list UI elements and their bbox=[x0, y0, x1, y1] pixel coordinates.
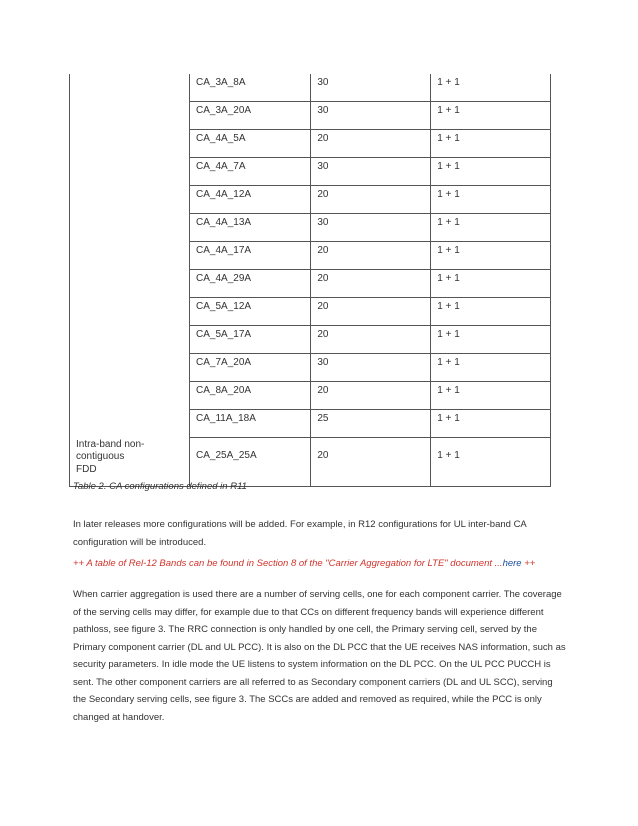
table-cell-group bbox=[70, 270, 190, 298]
table-row bbox=[70, 298, 551, 326]
table-cell-config: CA_8A_20A bbox=[190, 382, 311, 410]
table-caption: Table 2. CA configurations defined in R11 bbox=[73, 481, 247, 492]
ca-configurations-table bbox=[69, 74, 551, 487]
table-cell-config: CA_5A_17A bbox=[190, 326, 311, 354]
table-cell-bandwidth: 20 bbox=[311, 242, 431, 270]
note-text: ++ A table of Rel-12 Bands can be found in Section 8 of the "Carrier Aggregation for LTE" document ... bbox=[73, 558, 503, 569]
table-cell-config: CA_4A_13A bbox=[190, 214, 311, 242]
table-cell-cc: 1 + 1 bbox=[431, 298, 551, 326]
table-cell-config: CA_4A_5A bbox=[190, 130, 311, 158]
paragraph-later-releases: In later releases more configurations will be added. For example, in R12 configurations for UL inter-band CA configuration will be introduced. bbox=[73, 519, 527, 548]
table-cell-cc: 1 + 1 bbox=[431, 186, 551, 214]
table-cell-cc: 1 + 1 bbox=[431, 354, 551, 382]
table-cell-config: CA_4A_17A bbox=[190, 242, 311, 270]
table-cell-group bbox=[70, 214, 190, 242]
table-row bbox=[70, 270, 551, 298]
group-label-line: FDD bbox=[76, 463, 97, 475]
table-row bbox=[70, 438, 551, 487]
table-cell-cc: 1 + 1 bbox=[431, 130, 551, 158]
table-row bbox=[70, 74, 551, 102]
table-cell-bandwidth: 30 bbox=[311, 214, 431, 242]
rel12-note bbox=[73, 558, 535, 569]
note-suffix: ++ bbox=[521, 558, 536, 569]
table-cell-config: CA_4A_12A bbox=[190, 186, 311, 214]
table-row bbox=[70, 242, 551, 270]
table-cell-bandwidth: 20 bbox=[311, 326, 431, 354]
table-cell-cc: 1 + 1 bbox=[431, 382, 551, 410]
table-cell-group bbox=[70, 382, 190, 410]
paragraph-serving-cells: When carrier aggregation is used there are a number of serving cells, one for each component carrier. The coverage of the serving cells may differ, for example due to that CCs on different frequency bands will experience different pathloss, see figure 3. The RRC connection is only handled by one cell, the Primary serving cell, served by the Primary component carrier (DL and UL PCC). It is also on the DL PCC that the UE receives NAS information, such as security parameters. In idle mode the UE listens to system information on the DL PCC. On the UL PCC PUCCH is sent. The other component carriers are all referred to as Secondary component carriers (DL and UL SCC), serving the Secondary serving cells, see figure 3. The SCCs are added and removed as required, while the PCC is only changed at handover. bbox=[73, 589, 566, 723]
table-cell-bandwidth: 30 bbox=[311, 158, 431, 186]
table-cell-cc: 1 + 1 bbox=[431, 242, 551, 270]
table-row bbox=[70, 326, 551, 354]
table-cell-cc: 1 + 1 bbox=[431, 74, 551, 102]
table-cell-cc: 1 + 1 bbox=[431, 102, 551, 130]
table-cell-config: CA_4A_29A bbox=[190, 270, 311, 298]
table-cell-config: CA_25A_25A bbox=[190, 438, 311, 487]
table-cell-cc: 1 + 1 bbox=[431, 158, 551, 186]
table-cell-config: CA_5A_12A bbox=[190, 298, 311, 326]
table-cell-bandwidth: 20 bbox=[311, 382, 431, 410]
table-cell-group bbox=[70, 354, 190, 382]
here-link[interactable]: here bbox=[502, 558, 522, 569]
table-cell-config: CA_4A_7A bbox=[190, 158, 311, 186]
table-row bbox=[70, 186, 551, 214]
table-cell-group bbox=[70, 158, 190, 186]
table-cell-group bbox=[70, 438, 190, 487]
table-row bbox=[70, 354, 551, 382]
table-cell-group bbox=[70, 326, 190, 354]
table-cell-bandwidth: 20 bbox=[311, 186, 431, 214]
table-cell-config: CA_3A_8A bbox=[190, 74, 311, 102]
table-row bbox=[70, 382, 551, 410]
table-cell-config: CA_7A_20A bbox=[190, 354, 311, 382]
table-cell-bandwidth: 25 bbox=[311, 410, 431, 438]
table-cell-group bbox=[70, 130, 190, 158]
table-cell-bandwidth: 30 bbox=[311, 74, 431, 102]
table-row bbox=[70, 158, 551, 186]
table-cell-bandwidth: 30 bbox=[311, 354, 431, 382]
table-cell-cc: 1 + 1 bbox=[431, 438, 551, 487]
table-cell-group bbox=[70, 298, 190, 326]
table-row bbox=[70, 214, 551, 242]
table-cell-bandwidth: 20 bbox=[311, 270, 431, 298]
table-cell-bandwidth: 20 bbox=[311, 130, 431, 158]
table-row bbox=[70, 410, 551, 438]
table-cell-cc: 1 + 1 bbox=[431, 410, 551, 438]
table-cell-bandwidth: 20 bbox=[311, 438, 431, 487]
table-cell-cc: 1 + 1 bbox=[431, 326, 551, 354]
table-cell-bandwidth: 30 bbox=[311, 102, 431, 130]
table-cell-group bbox=[70, 186, 190, 214]
table-cell-bandwidth: 20 bbox=[311, 298, 431, 326]
table-cell-cc: 1 + 1 bbox=[431, 214, 551, 242]
group-label-line: Intra-band non- bbox=[76, 438, 145, 450]
table-cell-group bbox=[70, 242, 190, 270]
table-cell-config: CA_11A_18A bbox=[190, 410, 311, 438]
table-cell-cc: 1 + 1 bbox=[431, 270, 551, 298]
table-cell-group bbox=[70, 102, 190, 130]
table-row bbox=[70, 102, 551, 130]
group-label-line: contiguous bbox=[76, 451, 125, 462]
table-cell-group bbox=[70, 410, 190, 438]
table-row bbox=[70, 130, 551, 158]
table-cell-config: CA_3A_20A bbox=[190, 102, 311, 130]
table-cell-group bbox=[70, 74, 190, 102]
